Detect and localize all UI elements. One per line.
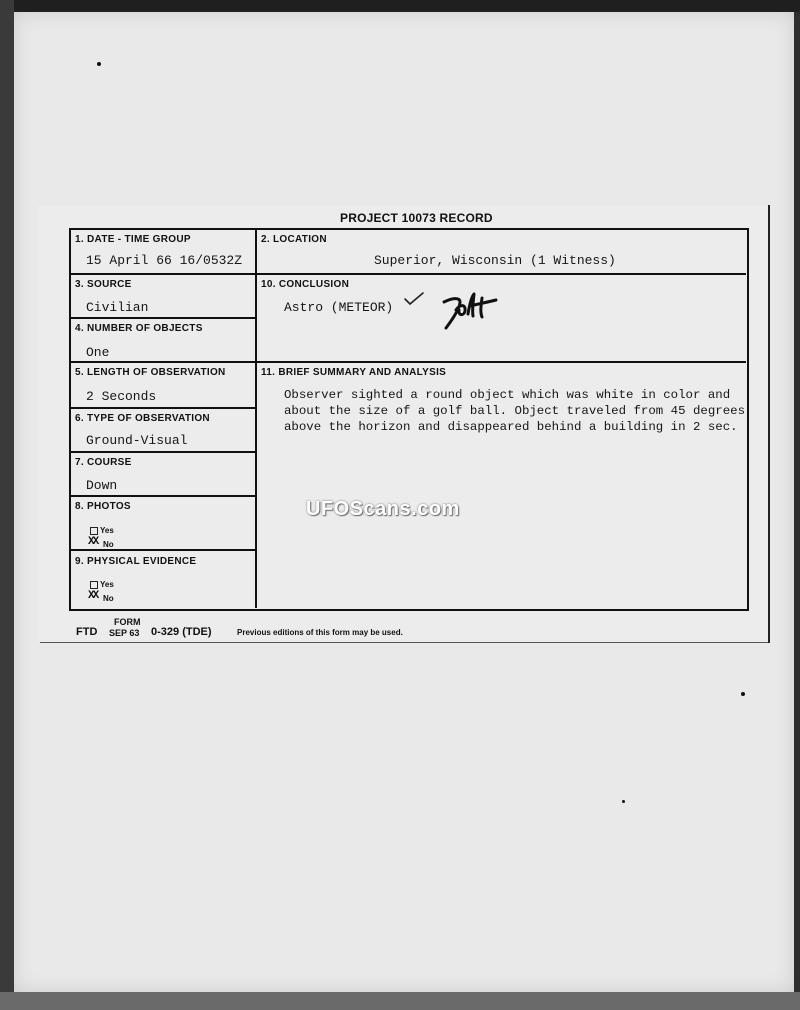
row-divider xyxy=(70,317,256,319)
conclusion-label: 10. CONCLUSION xyxy=(261,279,350,290)
row-divider xyxy=(70,549,256,551)
physical-evidence-no-label: No xyxy=(103,594,114,603)
table-divider xyxy=(255,229,257,608)
scan-speck xyxy=(97,62,101,66)
summary-label: 11. BRIEF SUMMARY AND ANALYSIS xyxy=(261,367,447,378)
conclusion-value: Astro (METEOR) xyxy=(284,300,394,315)
type-of-observation-label: 6. TYPE OF OBSERVATION xyxy=(75,413,210,424)
number-of-objects-label: 4. NUMBER OF OBJECTS xyxy=(75,323,203,334)
scan-speck xyxy=(741,692,745,696)
row-divider xyxy=(70,451,256,453)
physical-evidence-label: 9. PHYSICAL EVIDENCE xyxy=(75,556,197,567)
scan-border-bottom xyxy=(0,992,800,1010)
form-date: SEP 63 xyxy=(109,628,140,638)
date-time-group-value: 15 April 66 16/0532Z xyxy=(86,253,243,268)
summary-line: Observer sighted a round object which was white in color and xyxy=(284,388,731,402)
record-title: PROJECT 10073 RECORD xyxy=(340,211,493,225)
photos-yes-label: Yes xyxy=(100,526,114,535)
number-of-objects-value: One xyxy=(86,345,110,360)
source-label: 3. SOURCE xyxy=(75,279,132,290)
checkmark-icon xyxy=(403,291,425,307)
course-label: 7. COURSE xyxy=(75,457,132,468)
form-number: 0-329 (TDE) xyxy=(151,626,212,638)
handwritten-signature xyxy=(438,290,500,332)
sheet-edge xyxy=(40,642,768,643)
source-value: Civilian xyxy=(86,300,149,315)
row-divider xyxy=(70,273,746,275)
physical-evidence-yes-label: Yes xyxy=(100,580,114,589)
location-value: Superior, Wisconsin (1 Witness) xyxy=(374,253,616,268)
scan-speck xyxy=(622,800,625,803)
length-of-observation-label: 5. LENGTH OF OBSERVATION xyxy=(75,367,226,378)
summary-line: about the size of a golf ball. Object traveled from 45 degrees xyxy=(284,404,746,418)
row-divider xyxy=(70,361,746,363)
scan-border-top xyxy=(0,0,800,12)
photos-label: 8. PHOTOS xyxy=(75,501,131,512)
summary-line: above the horizon and disappeared behind a building in 2 sec. xyxy=(284,420,738,434)
location-label: 2. LOCATION xyxy=(261,234,327,245)
watermark: UFOScans.com xyxy=(306,498,460,520)
form-label: FORM xyxy=(114,617,141,627)
form-note: Previous editions of this form may be used. xyxy=(237,628,403,637)
form-agency: FTD xyxy=(76,626,98,638)
row-divider xyxy=(70,407,256,409)
date-time-group-label: 1. DATE - TIME GROUP xyxy=(75,234,191,245)
physical-evidence-no-mark: XX xyxy=(88,590,98,602)
scan-border-left xyxy=(0,0,14,1010)
length-of-observation-value: 2 Seconds xyxy=(86,389,157,404)
photos-yes-checkbox xyxy=(90,527,98,535)
photos-no-mark: XX xyxy=(88,536,98,548)
physical-evidence-yes-checkbox xyxy=(90,581,98,589)
row-divider xyxy=(70,495,256,497)
course-value: Down xyxy=(86,478,118,493)
photos-no-label: No xyxy=(103,540,114,549)
type-of-observation-value: Ground-Visual xyxy=(86,433,188,448)
